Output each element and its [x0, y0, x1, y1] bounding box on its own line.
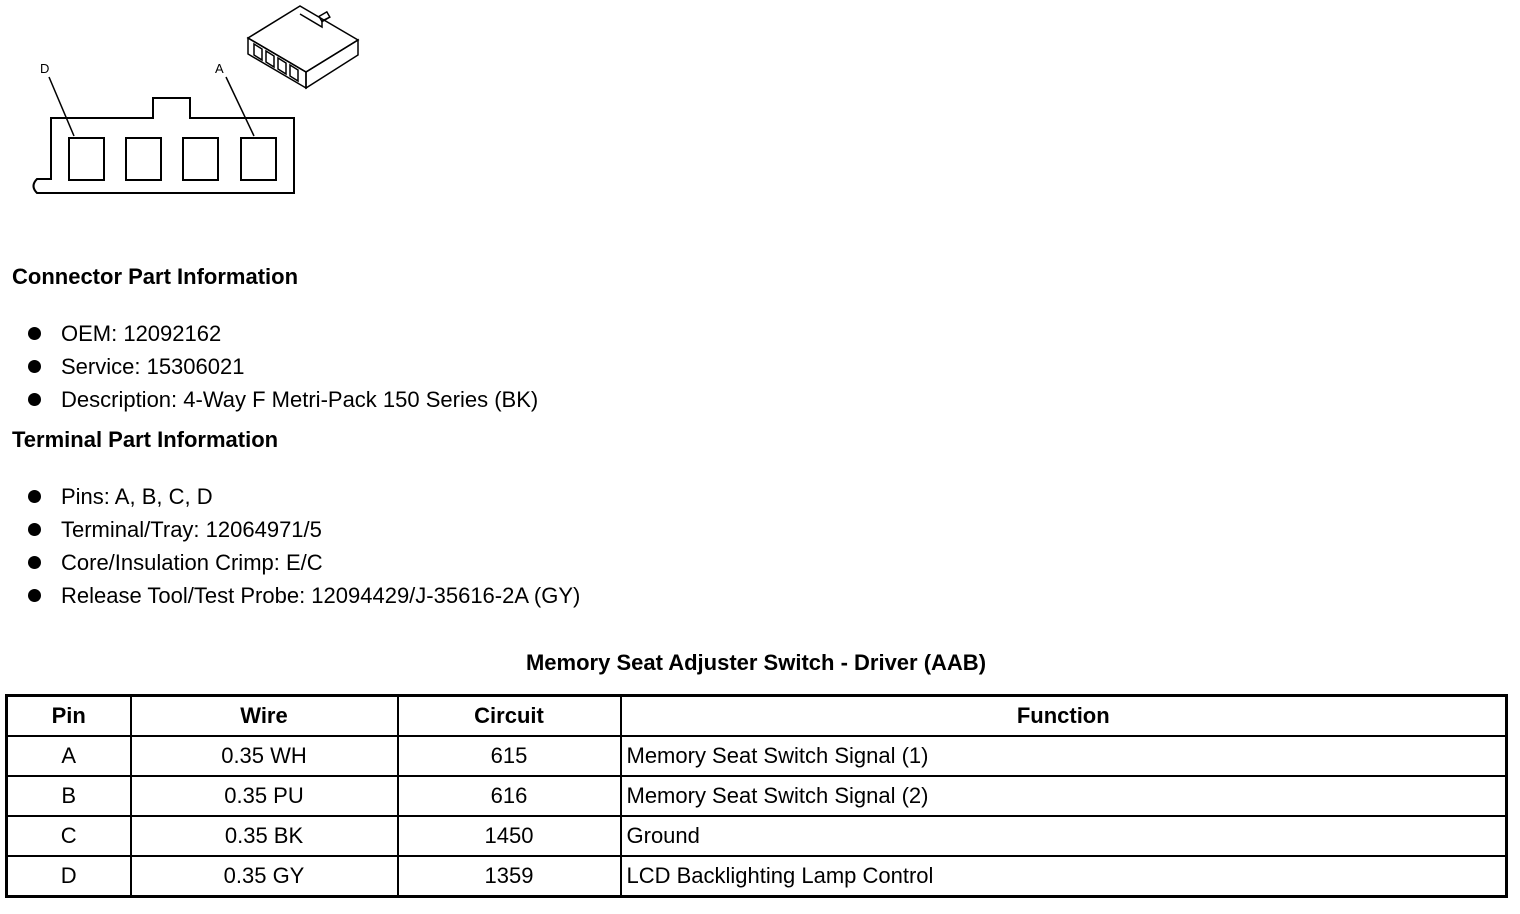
cell-function: Memory Seat Switch Signal (2)	[621, 776, 1507, 816]
cell-circuit: 1359	[398, 856, 621, 897]
table-row	[7, 856, 1507, 897]
table-row	[7, 816, 1507, 856]
table-row	[7, 776, 1507, 816]
cell-pin: C	[7, 816, 131, 856]
cell-wire: 0.35 BK	[131, 816, 398, 856]
cell-function: Memory Seat Switch Signal (1)	[621, 736, 1507, 776]
list-item	[28, 350, 538, 383]
list-item	[28, 480, 580, 513]
list-item	[28, 317, 538, 350]
header-wire: Wire	[131, 696, 398, 737]
pinout-table	[5, 694, 1508, 898]
connector-oem: OEM: 12092162	[61, 321, 222, 346]
table-header-row	[7, 696, 1507, 737]
cavity-b	[183, 138, 218, 180]
header-circuit: Circuit	[398, 696, 621, 737]
connector-description: Description: 4-Way F Metri-Pack 150 Series (BK)	[61, 387, 539, 412]
cell-function: Ground	[621, 816, 1507, 856]
terminal-tray: Terminal/Tray: 12064971/5	[61, 517, 322, 542]
table-title: Memory Seat Adjuster Switch - Driver (AAB)	[525, 650, 987, 675]
leader-line-a	[226, 77, 254, 136]
table-row	[7, 736, 1507, 776]
terminal-part-info-heading: Terminal Part Information	[12, 427, 279, 452]
cavity-a	[241, 138, 276, 180]
cavity-c	[126, 138, 161, 180]
terminal-part-info-list	[28, 480, 580, 612]
connector-part-info-list	[28, 317, 538, 416]
cell-function: LCD Backlighting Lamp Control	[621, 856, 1507, 897]
header-pin: Pin	[7, 696, 131, 737]
terminal-cavities	[69, 138, 276, 180]
cell-wire: 0.35 WH	[131, 736, 398, 776]
cell-wire: 0.35 PU	[131, 776, 398, 816]
leader-line-d	[49, 77, 74, 136]
bullet-icon	[28, 393, 41, 406]
cell-pin: A	[7, 736, 131, 776]
cell-circuit: 615	[398, 736, 621, 776]
list-item	[28, 546, 580, 579]
connector-diagram	[0, 0, 380, 205]
cell-wire: 0.35 GY	[131, 856, 398, 897]
cavity-d	[69, 138, 104, 180]
bullet-icon	[28, 490, 41, 503]
pin-label-a: A	[215, 61, 224, 76]
header-function: Function	[621, 696, 1507, 737]
cell-pin: D	[7, 856, 131, 897]
bullet-icon	[28, 556, 41, 569]
connector-3d-icon	[248, 6, 358, 88]
list-item	[28, 513, 580, 546]
list-item	[28, 383, 538, 416]
bullet-icon	[28, 589, 41, 602]
cell-circuit: 616	[398, 776, 621, 816]
connector-service: Service: 15306021	[61, 354, 245, 379]
cell-circuit: 1450	[398, 816, 621, 856]
bullet-icon	[28, 360, 41, 373]
bullet-icon	[28, 523, 41, 536]
pin-label-d: D	[40, 61, 50, 76]
list-item	[28, 579, 580, 612]
terminal-crimp: Core/Insulation Crimp: E/C	[61, 550, 323, 575]
terminal-release-tool: Release Tool/Test Probe: 12094429/J-35616-2A (GY)	[61, 583, 581, 608]
cell-pin: B	[7, 776, 131, 816]
terminal-pins: Pins: A, B, C, D	[61, 484, 213, 509]
connector-part-info-heading: Connector Part Information	[12, 264, 299, 289]
bullet-icon	[28, 327, 41, 340]
